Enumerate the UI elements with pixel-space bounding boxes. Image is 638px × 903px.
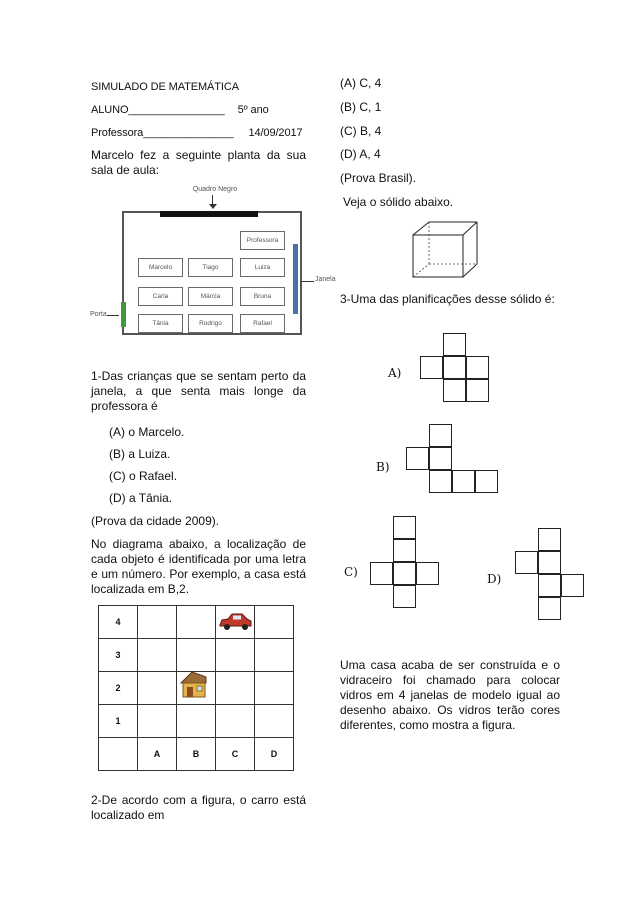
net-c-label: C) — [344, 565, 358, 579]
row-label: 4 — [99, 606, 138, 639]
student-label: ALUNO________________ — [91, 104, 225, 116]
intro-text: Marcelo fez a seguinte planta da sua sala de aula: — [91, 148, 306, 177]
desk-student: Tânia — [138, 314, 183, 333]
window-label: Janela — [315, 276, 336, 283]
door-arrow — [107, 315, 119, 316]
col-label: C — [216, 738, 255, 771]
exam-date: 14/09/2017 — [248, 127, 303, 139]
q1-option-b: (B) a Luiza. — [109, 447, 171, 461]
q2-option-b: (B) C, 1 — [340, 100, 382, 114]
classroom-plan — [90, 186, 340, 336]
cube-solid — [410, 219, 480, 281]
net-a-label: A) — [388, 366, 402, 380]
desk-student: Bruna — [240, 287, 285, 306]
row-label: 1 — [99, 705, 138, 738]
q1-option-c: (C) o Rafael. — [109, 469, 178, 483]
row-label: 2 — [99, 672, 138, 705]
q1-source: (Prova da cidade 2009). — [91, 514, 220, 528]
teacher-label: Professora_______________ — [91, 127, 234, 139]
teacher-field — [91, 126, 303, 141]
door-label: Porta — [90, 311, 107, 318]
door-bar — [121, 302, 126, 327]
col-label: B — [177, 738, 216, 771]
desk-student: Rodrigo — [188, 314, 233, 333]
net-d-label: D) — [487, 572, 502, 586]
student-field — [91, 103, 269, 118]
desk-student: Rafael — [240, 314, 285, 333]
row-label: 3 — [99, 639, 138, 672]
q2-source: (Prova Brasil). — [340, 171, 417, 185]
col-label: D — [255, 738, 294, 771]
solid-intro: Veja o sólido abaixo. — [343, 195, 454, 209]
col-label: A — [138, 738, 177, 771]
q2-option-c: (C) B, 4 — [340, 124, 382, 138]
exam-title: SIMULADO DE MATEMÁTICA — [91, 81, 239, 93]
diagram-text: No diagrama abaixo, a localização de cada objeto é identificada por uma letra e um número. Por exemplo, a casa está localizada em B,2. — [91, 537, 306, 596]
car-icon — [217, 612, 253, 632]
house-icon — [178, 669, 210, 699]
desk-teacher: Professora — [240, 231, 285, 250]
desk-student: Márcia — [188, 287, 233, 306]
grade-label: 5º ano — [237, 104, 269, 116]
board-label: Quadro Negro — [192, 186, 238, 193]
window-bar — [293, 244, 298, 314]
blackboard — [160, 211, 258, 217]
q3-text: 3-Uma das planificações desse sólido é: — [340, 292, 555, 306]
board-arrow-head — [209, 204, 217, 209]
q1-option-d: (D) a Tânia. — [109, 491, 173, 505]
q1-option-a: (A) o Marcelo. — [109, 425, 185, 439]
q2-option-a: (A) C, 4 — [340, 76, 382, 90]
desk-student: Tiago — [188, 258, 233, 277]
desk-student: Carla — [138, 287, 183, 306]
q2-text: 2-De acordo com a figura, o carro está localizado em — [91, 793, 306, 822]
net-b-label: B) — [376, 460, 390, 474]
window-arrow — [302, 281, 314, 282]
closing-text: Uma casa acaba de ser construída e o vidraceiro foi chamado para colocar vidros em 4 janelas de modelo igual ao desenho abaixo. Os vidros terão cores diferentes, como mostra a figura. — [340, 658, 560, 732]
q1-text: 1-Das crianças que se sentam perto da janela, a que senta mais longe da professora é — [91, 369, 306, 413]
desk-student: Luiza — [240, 258, 285, 277]
q2-option-d: (D) A, 4 — [340, 147, 381, 161]
desk-student: Marcelo — [138, 258, 183, 277]
